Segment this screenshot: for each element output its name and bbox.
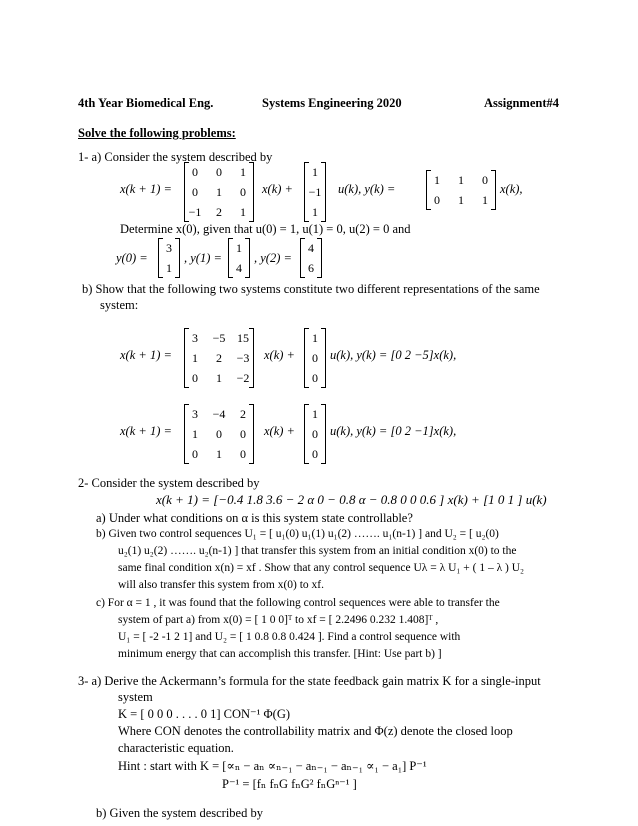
- q1-y1-label: , y(1) =: [184, 251, 222, 265]
- q2c-line2: system of part a) from x(0) = [ 1 0 0]ᵀ to xf = [ 2.2496 0.232 1.408]ᵀ ,: [118, 614, 439, 626]
- matrix-row: [308, 404, 322, 424]
- matrix-cell: 2: [240, 407, 246, 421]
- matrix-cell: 1: [192, 351, 198, 365]
- matrix-cell: 0: [240, 185, 246, 199]
- matrix-row: [188, 368, 250, 388]
- matrix-cell: 0: [434, 193, 440, 207]
- matrix-cell: 1: [216, 447, 222, 461]
- matrix-cell: 0: [216, 427, 222, 441]
- matrix-cell: 3: [192, 407, 198, 421]
- q1-eq2-mid: x(k) +: [264, 348, 295, 362]
- matrix-row: [430, 190, 492, 210]
- matrix-cell: 0: [240, 447, 246, 461]
- q2b-line1: b) Given two control sequences U₁ = [ u₁(0) u₁(1) u₁(2) ……. u₁(n-1) ] and U₂ = [ u₂(0): [96, 528, 499, 540]
- matrix-row: [188, 444, 250, 464]
- matrix-row: [304, 238, 318, 258]
- matrix-cell: 1: [458, 173, 464, 187]
- matrix-cell: −3: [236, 351, 250, 365]
- matrix-row: [162, 238, 176, 258]
- matrix-cell: 0: [482, 173, 488, 187]
- matrix-cell: 0: [192, 185, 198, 199]
- q2c-line4: minimum energy that can accomplish this transfer. [Hint: Use part b) ]: [118, 648, 442, 660]
- matrix-row: [188, 404, 250, 424]
- matrix-row: [308, 348, 322, 368]
- matrix-row: [162, 258, 176, 278]
- q1-eq2-mid2: u(k), y(k) = [0 2 −5]x(k),: [330, 348, 457, 362]
- q3a-line2: system: [118, 690, 153, 704]
- matrix-cell: −1: [188, 205, 202, 219]
- q2c-line3: U₁ = [ -2 -1 2 1] and U₂ = [ 1 0.8 0.8 0.424 ]. Find a control sequence with: [118, 631, 461, 643]
- matrix-cell: −1: [308, 185, 322, 199]
- q1-eq2-matrix-a: [184, 328, 254, 388]
- q2a: a) Under what conditions on α is this system state controllable?: [96, 511, 413, 525]
- matrix-row: [188, 424, 250, 444]
- matrix-cell: 2: [216, 205, 222, 219]
- matrix-cell: 1: [240, 205, 246, 219]
- matrix-cell: 15: [237, 331, 249, 345]
- q1-y2-vector: [300, 238, 322, 278]
- matrix-cell: 1: [312, 165, 318, 179]
- matrix-row: [188, 328, 250, 348]
- q1-eq2-lhs: x(k + 1) =: [120, 348, 172, 362]
- q1-eq3-lhs: x(k + 1) =: [120, 424, 172, 438]
- matrix-cell: 0: [192, 447, 198, 461]
- matrix-cell: 0: [192, 165, 198, 179]
- matrix-row: [308, 368, 322, 388]
- q1-matrix-b: [304, 162, 326, 222]
- q1-y1-vector: [228, 238, 250, 278]
- matrix-cell: 0: [312, 447, 318, 461]
- matrix-cell: −4: [212, 407, 226, 421]
- matrix-row: [188, 182, 250, 202]
- header-assignment: Assignment#4: [484, 96, 560, 110]
- q1-eq3-matrix-a: [184, 404, 254, 464]
- matrix-cell: 0: [312, 427, 318, 441]
- matrix-cell: 1: [192, 427, 198, 441]
- q3-where-line2: characteristic equation.: [118, 741, 234, 755]
- matrix-row: [308, 202, 322, 222]
- matrix-row: [308, 162, 322, 182]
- matrix-row: [304, 258, 318, 278]
- matrix-cell: 0: [312, 371, 318, 385]
- matrix-row: [430, 170, 492, 190]
- matrix-cell: 0: [216, 165, 222, 179]
- matrix-row: [308, 328, 322, 348]
- matrix-row: [188, 202, 250, 222]
- matrix-row: [308, 182, 322, 202]
- header-course: 4th Year Biomedical Eng.: [78, 96, 214, 110]
- q1-y2-label: , y(2) =: [254, 251, 292, 265]
- q1b-label: b) Show that the following two systems constitute two different representations of the same: [82, 282, 540, 296]
- q3-k-formula: K = [ 0 0 0 . . . . 0 1] CON⁻¹ Φ(G): [118, 707, 291, 721]
- instructions: Solve the following problems:: [78, 126, 236, 140]
- matrix-cell: 3: [192, 331, 198, 345]
- matrix-cell: 1: [216, 185, 222, 199]
- matrix-cell: 4: [236, 261, 242, 275]
- matrix-cell: 3: [166, 241, 172, 255]
- q1-eq1-mid2: u(k), y(k) =: [338, 182, 396, 196]
- q2b-line3: same final condition x(n) = xf . Show that any control sequence Uλ = λ U₁ + ( 1 – λ ) U₂: [118, 562, 525, 574]
- matrix-cell: 1: [236, 241, 242, 255]
- matrix-cell: 1: [240, 165, 246, 179]
- matrix-cell: 1: [434, 173, 440, 187]
- matrix-cell: 1: [312, 331, 318, 345]
- matrix-cell: 1: [312, 205, 318, 219]
- q1-matrix-a: [184, 162, 254, 222]
- q2b-line2: u₂(1) u₂(2) ……. u₂(n-1) ] that transfer this system from an initial condition x(0) to the: [118, 545, 517, 557]
- q1-eq1-mid: x(k) +: [262, 182, 293, 196]
- matrix-cell: 1: [312, 407, 318, 421]
- q2-equation: x(k + 1) = [−0.4 1.8 3.6 − 2 α 0 − 0.8 α − 0.8 0 0 0.6 ] x(k) + [1 0 1 ] u(k): [156, 492, 547, 507]
- matrix-cell: 1: [482, 193, 488, 207]
- q1a-determine: Determine x(0), given that u(0) = 1, u(1) = 0, u(2) = 0 and: [120, 222, 411, 236]
- matrix-row: [308, 424, 322, 444]
- matrix-row: [188, 348, 250, 368]
- q1b-label-cont: system:: [100, 298, 139, 312]
- q1-eq3-matrix-b: [304, 404, 326, 464]
- matrix-cell: 0: [312, 351, 318, 365]
- matrix-cell: −2: [236, 371, 250, 385]
- matrix-cell: 1: [166, 261, 172, 275]
- matrix-cell: 0: [240, 427, 246, 441]
- matrix-cell: 6: [308, 261, 314, 275]
- q1a-label: 1- a) Consider the system described by: [78, 150, 273, 164]
- matrix-row: [308, 444, 322, 464]
- q3-hint: Hint : start with K = [∝ₙ − aₙ ∝ₙ₋₁ − aₙ₋₁ − aₙ₋₁ ∝₁ − a₁] P⁻¹: [118, 759, 427, 773]
- matrix-row: [232, 258, 246, 278]
- matrix-cell: −5: [212, 331, 226, 345]
- matrix-row: [188, 162, 250, 182]
- matrix-cell: 0: [192, 371, 198, 385]
- matrix-cell: 1: [458, 193, 464, 207]
- q1-y0-vector: [158, 238, 180, 278]
- q1-eq2-matrix-b: [304, 328, 326, 388]
- matrix-cell: 1: [216, 371, 222, 385]
- header-subject: Systems Engineering 2020: [262, 96, 402, 110]
- matrix-row: [232, 238, 246, 258]
- matrix-cell: 2: [216, 351, 222, 365]
- q2-label: 2- Consider the system described by: [78, 476, 260, 490]
- q1-y0-label: y(0) =: [116, 251, 148, 265]
- q3-where-line1: Where CON denotes the controllability matrix and Φ(z) denote the closed loop: [118, 724, 513, 738]
- q3b: b) Given the system described by: [96, 806, 263, 820]
- q1-eq3-mid2: u(k), y(k) = [0 2 −1]x(k),: [330, 424, 457, 438]
- matrix-cell: 4: [308, 241, 314, 255]
- q1-eq1-end: x(k),: [500, 182, 523, 196]
- q3-p-inverse: P⁻¹ = [fₙ fₙG fₙG² fₙGⁿ⁻¹ ]: [222, 777, 357, 791]
- q2b-line4: will also transfer this system from x(0) to xf.: [118, 579, 325, 591]
- q1-matrix-c: [426, 170, 496, 210]
- q2c-line1: c) For α = 1 , it was found that the following control sequences were able to transfer the: [96, 597, 500, 609]
- q3a-line1: 3- a) Derive the Ackermann’s formula for the state feedback gain matrix K for a single-input: [78, 674, 541, 688]
- q1-eq3-mid: x(k) +: [264, 424, 295, 438]
- q1-eq1-lhs: x(k + 1) =: [120, 182, 172, 196]
